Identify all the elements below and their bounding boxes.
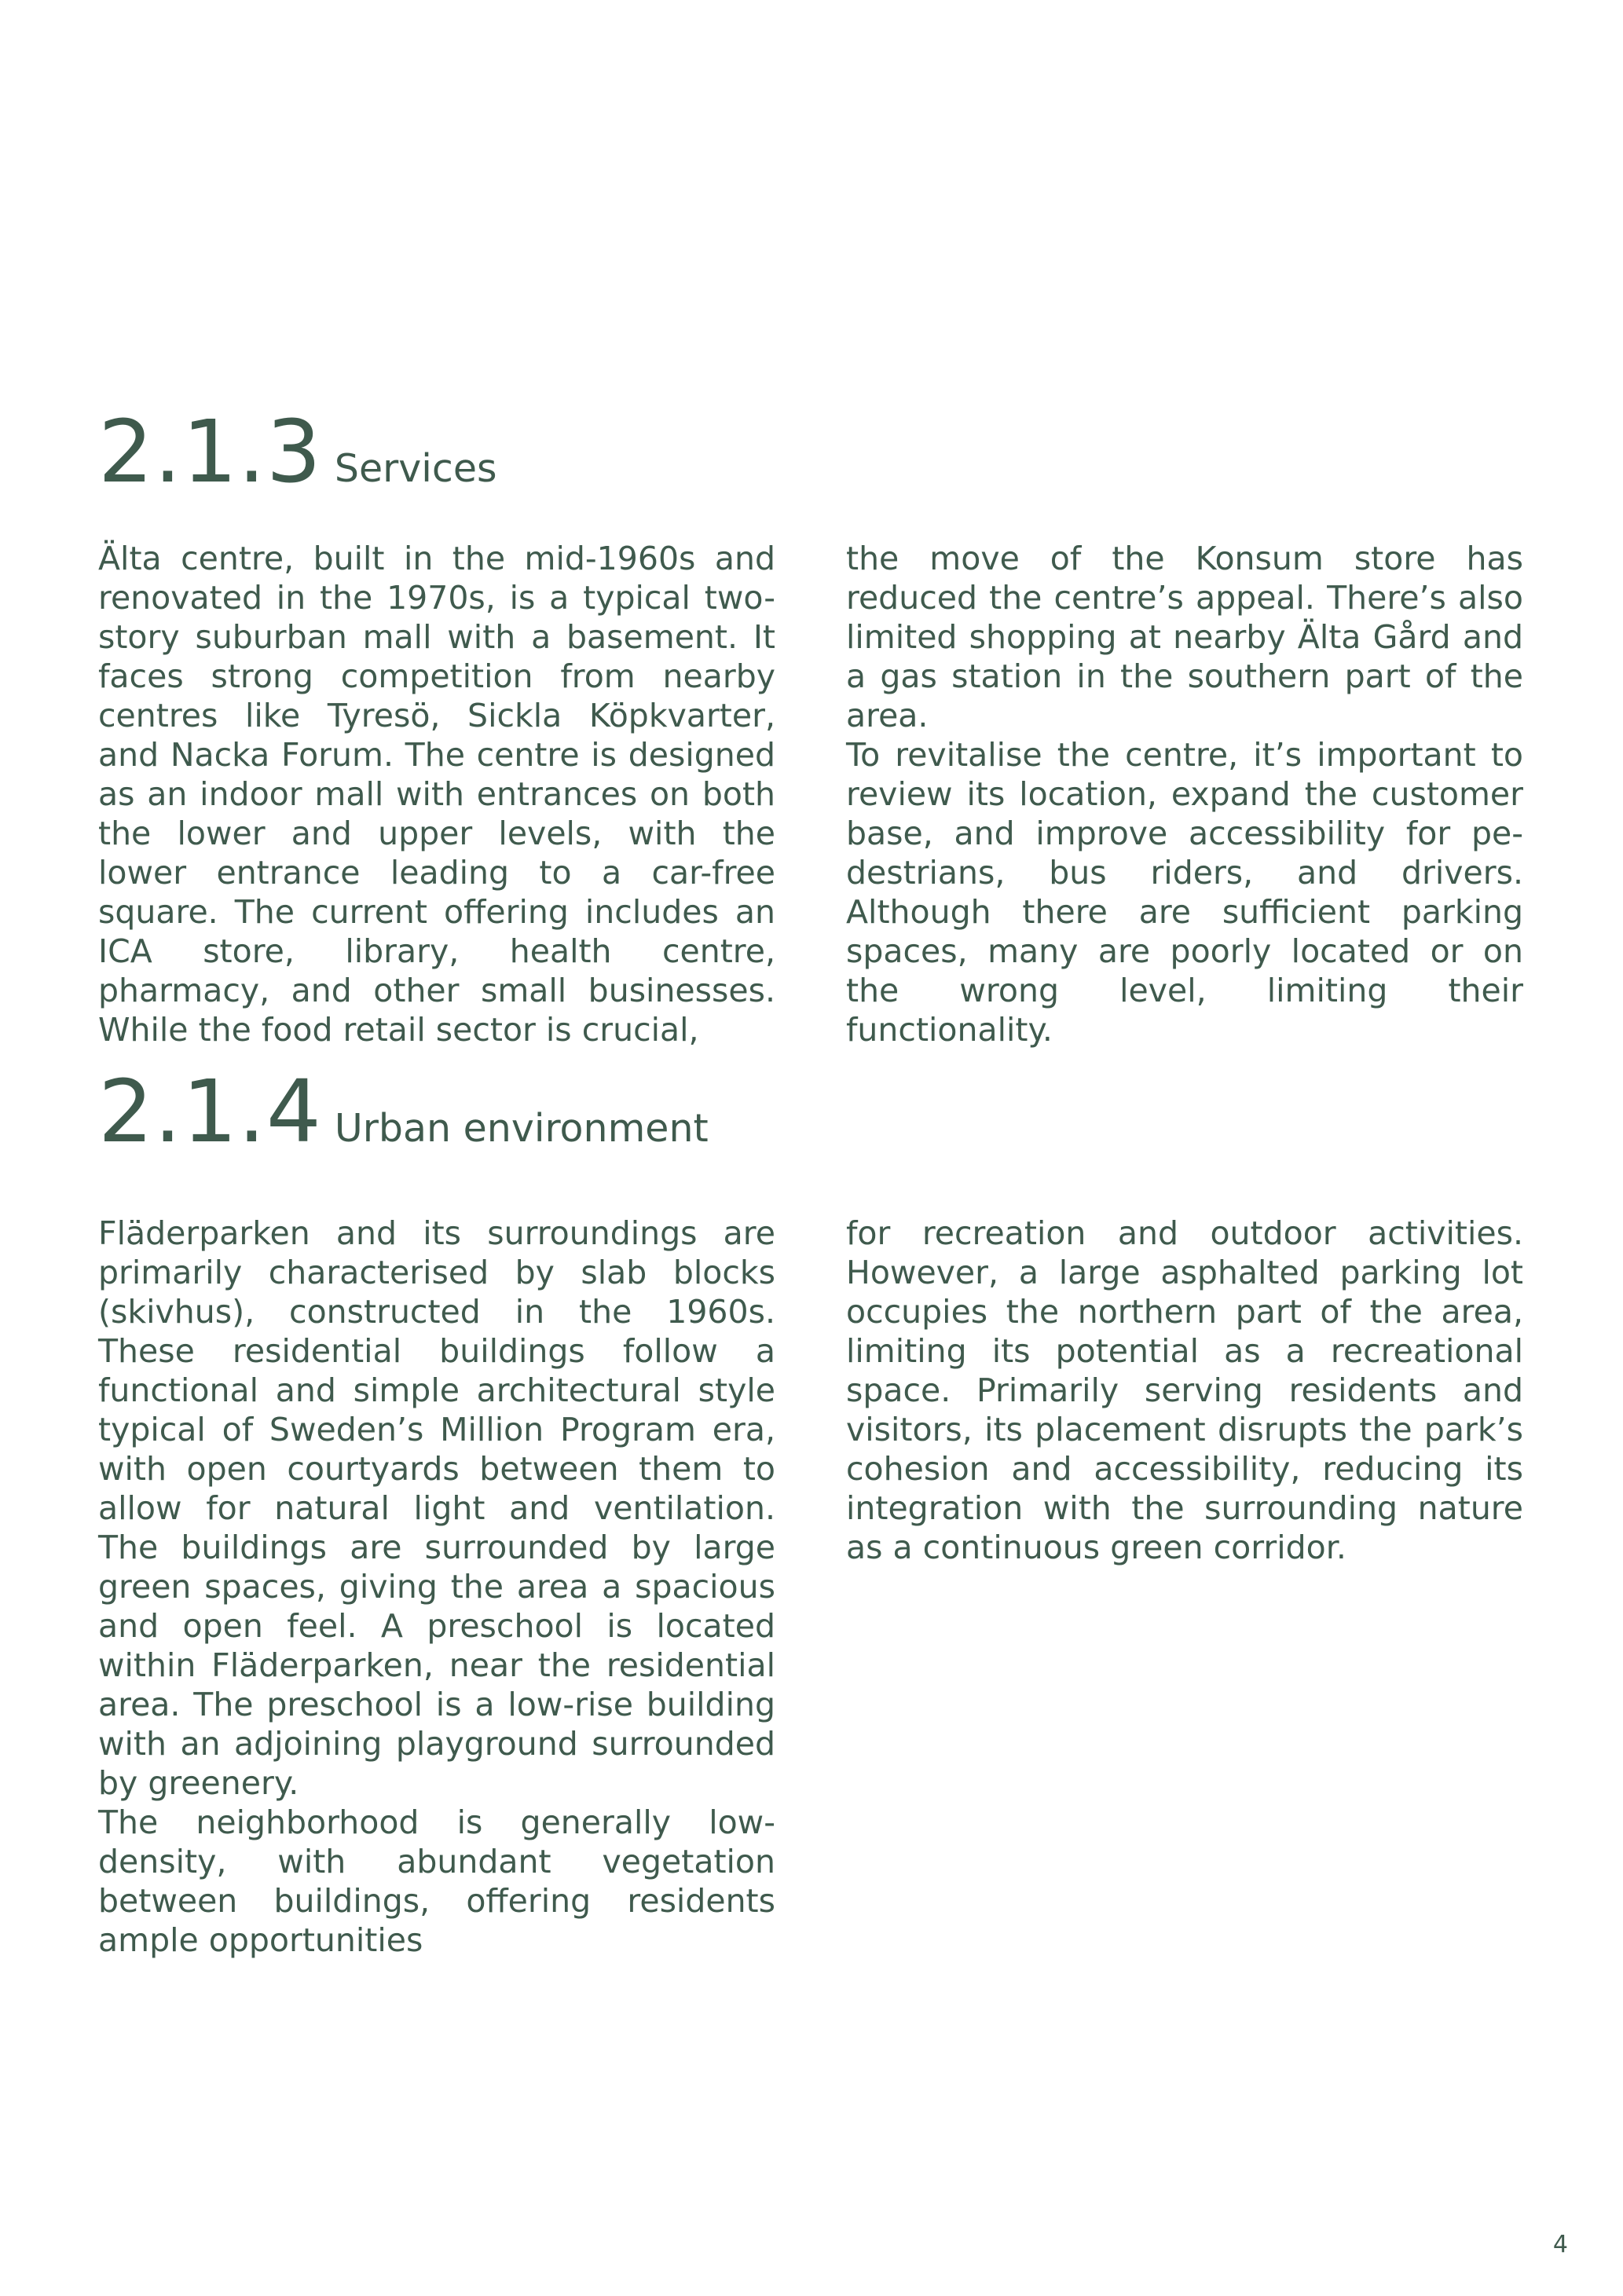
- page-number: 4: [1552, 2231, 1568, 2258]
- section-heading: [98, 1061, 1533, 1162]
- right-column: [846, 1214, 1523, 1567]
- left-column: [98, 1214, 775, 1960]
- paragraph: The neighborhood is generally low-density, with abundant vegetation between buildings, offering residents ample opportunities: [98, 1803, 775, 1959]
- right-column: [846, 539, 1523, 1049]
- section-heading: [98, 401, 1533, 502]
- paragraph: To revitalise the centre, it’s important to review its location, expand the customer base, and improve accessibility for pedestrians, bus riders, and drivers. Although there are sufficient parking spaces, many are poorly located or on the wrong level, limiting their functionality.: [846, 736, 1523, 1049]
- section-services: [98, 401, 1533, 1049]
- paragraph: Älta centre, built in the mid-1960s and renovated in the 1970s, is a typical two-story suburban mall with a basement. It faces strong competition from nearby centres like Tyresö, Sickla Köpkvarter, and Nacka Forum. The centre is designed as an indoor mall with entrances on both the lower and upper levels, with the lower entrance leading to a car-free square. The current offering includes an ICA store, library, health centre, pharmacy, and other small businesses. While the food retail sector is crucial,: [98, 540, 775, 1049]
- section-number: 2.1.4: [98, 1061, 322, 1162]
- paragraph: Fläderparken and its surroundings are primarily characterised by slab blocks (skivhus), constructed in the 1960s. These residential buildings follow a functional and simple architectural style typical of Sweden’s Million Program era, with open courtyards between them to allow for natural light and ventilation. The buildings are surrounded by large green spaces, giving the area a spacious and open feel. A preschool is located within Fläderparken, near the residential area. The preschool is a low-rise building with an adjoining playground surrounded by greenery.: [98, 1214, 775, 1802]
- paragraph: for recreation and outdoor activities. However, a large asphalted parking lot occupies the northern part of the area, limiting its potential as a recreational space. Primarily serving residents and visitors, its placement disrupts the park’s cohesion and accessibility, reducing its integration with the surrounding nature as a continuous green corridor.: [846, 1214, 1523, 1566]
- left-column: [98, 539, 775, 1049]
- section-title: Urban environment: [334, 1106, 709, 1151]
- section-title: Services: [334, 446, 497, 491]
- section-urban-environment: [98, 1061, 1533, 1959]
- section-number: 2.1.3: [98, 401, 322, 502]
- paragraph: the move of the Konsum store has reduced the centre’s appeal. There’s also limited shopping at nearby Älta Gård and a gas station in the southern part of the area.: [846, 540, 1523, 734]
